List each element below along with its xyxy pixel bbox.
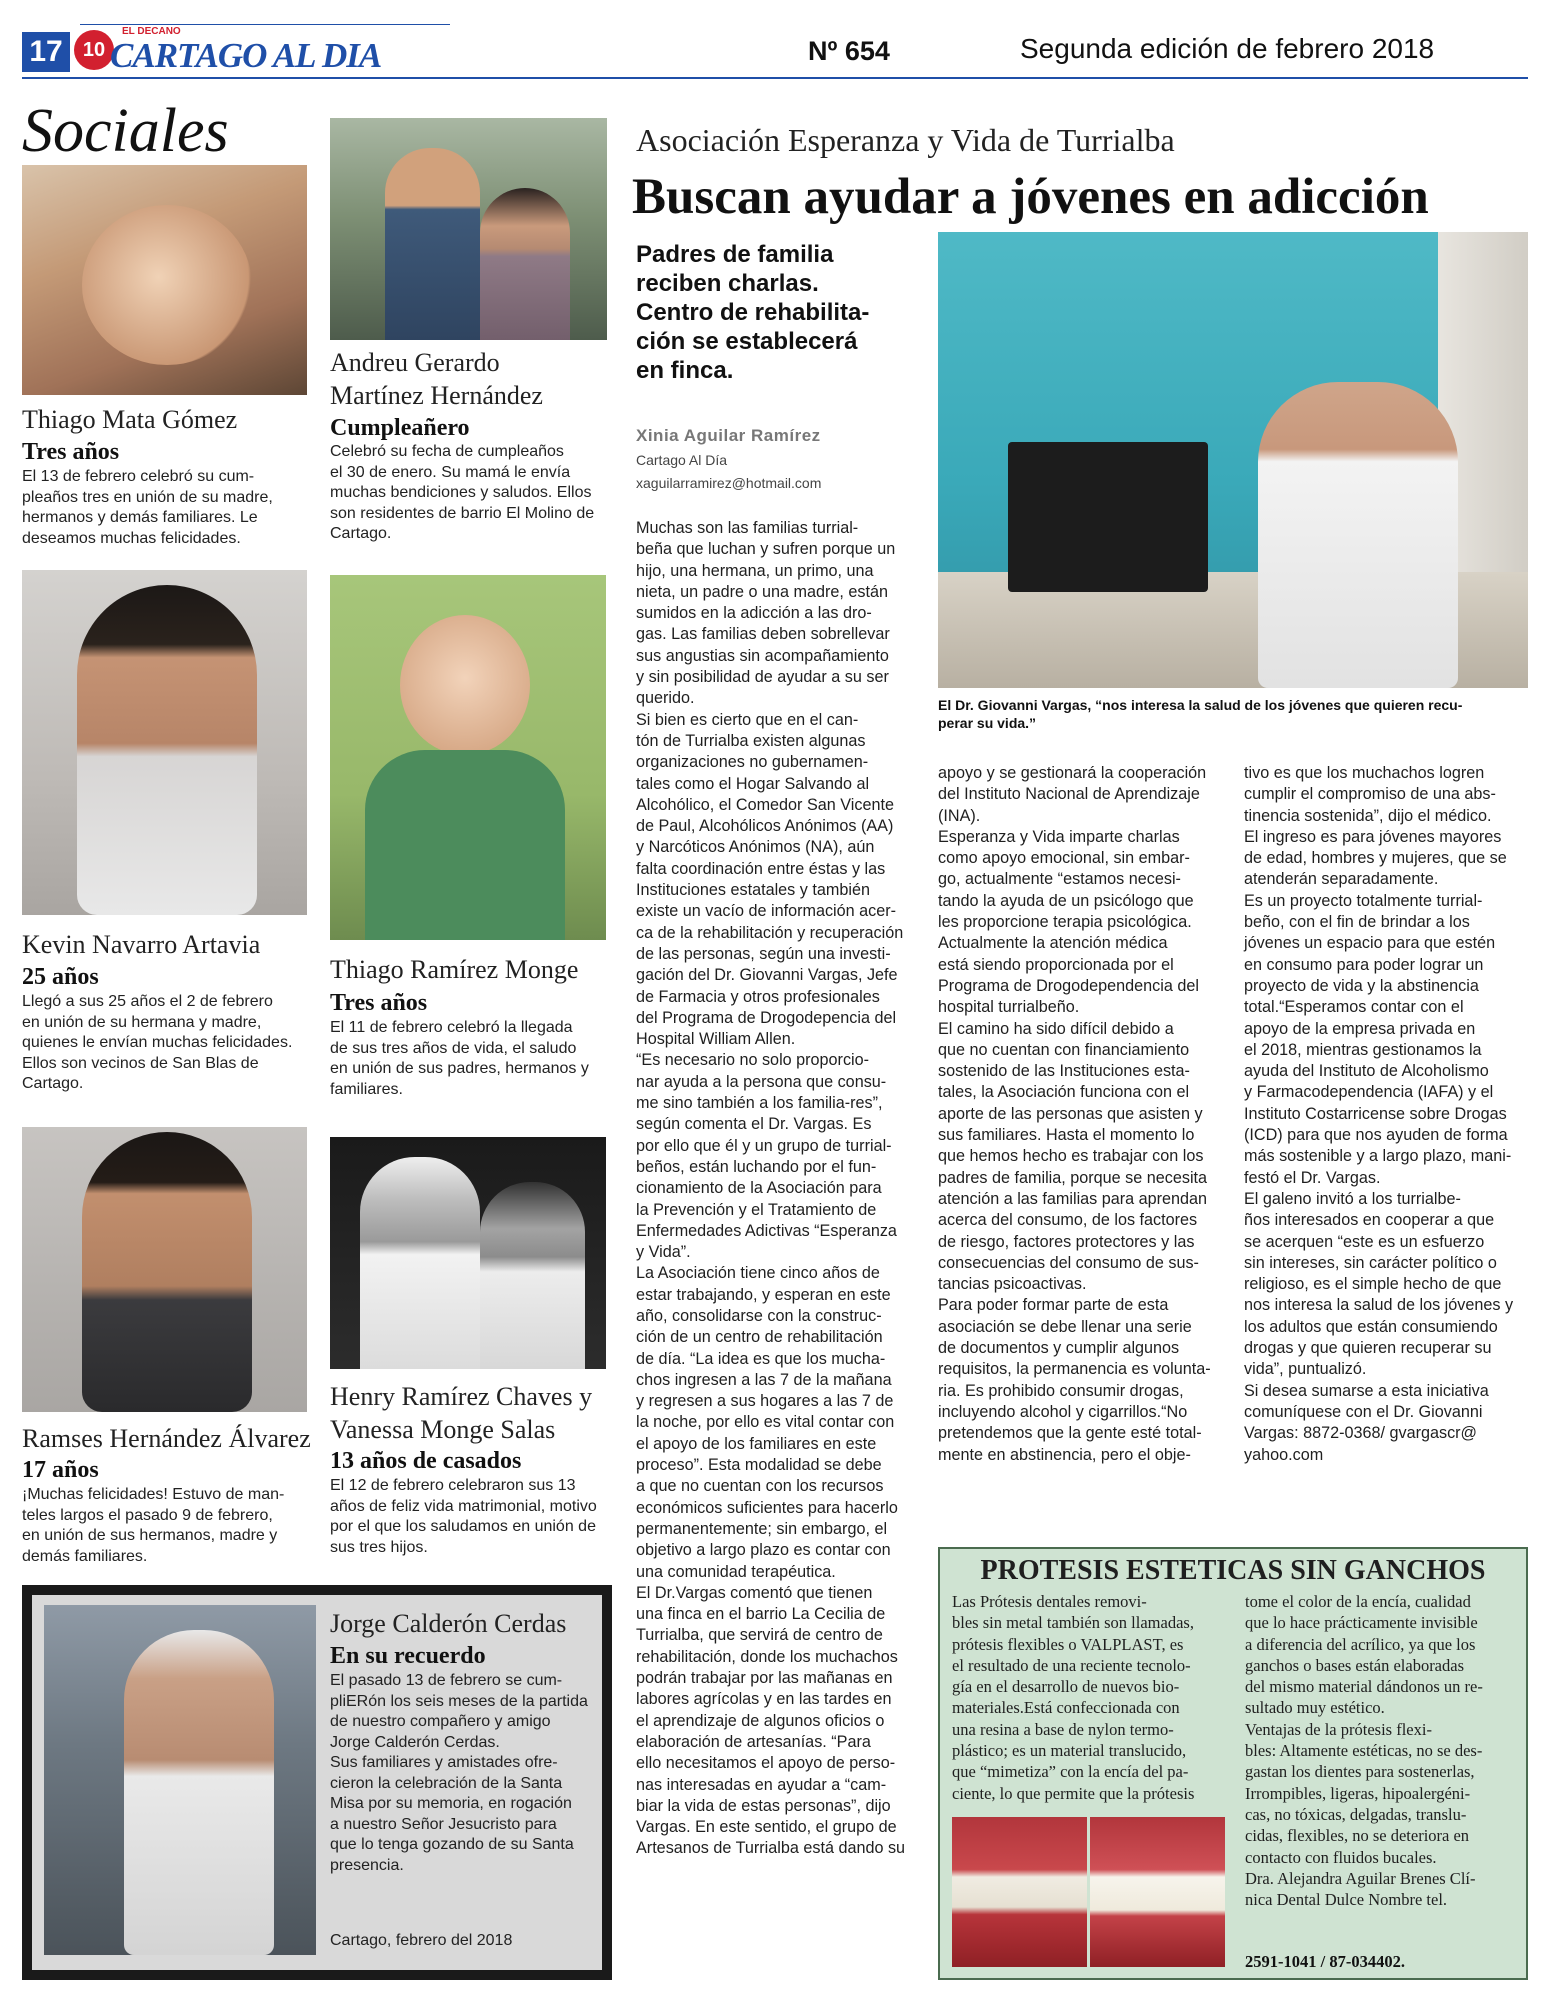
social-subtitle-1: Tres años <box>22 439 120 465</box>
ad-photo-after-image <box>1090 1817 1225 1967</box>
photo-henry-vanessa <box>330 1137 606 1369</box>
social-subtitle-4: Tres años <box>330 990 428 1016</box>
edition-date: Segunda edición de febrero 2018 <box>1020 33 1435 64</box>
photo-ramses-person <box>82 1132 252 1412</box>
logo <box>74 22 382 78</box>
photo-thiago-ramirez <box>330 575 606 940</box>
article-column-2: apoyo y se gestionará la cooperación del Instituto Nacional de Aprendizaje (INA). Esperanza y Vida imparte charlas como apoyo emocional, sin embar- go, actualmente “estamos necesi- tando la ayuda de un psicólogo que les proporcione terapia psicológica. Actualmente la atención médica está siendo proporcionada por el Programa de Drogodependencia del hospital turrialbeño. El camino ha sido difícil debido a que no cuentan con financiamiento sostenido de las Instituciones esta- tales, la Asociación funciona con el aporte de las personas que asisten y sus familiares. Hasta el momento lo que hemos hecho es trabajar con los padres de familia, porque se necesita atención a las familias para aprendan acerca del consumo, de los factores de riesgo, factores protectores y las consecuencias del consumo de sus- tancias psicoactivas. Para poder formar parte de esta asociación se debe llenar una serie de documentos y cumplir algunos requisitos, la permanencia es volunta- ria. Es prohibido consumir drogas, incluyendo alcohol y cigarrillos.“No pretendemos que la gente esté total- mente en abstinencia, pero el obje- <box>938 764 1211 1464</box>
photo-henry-person <box>360 1157 480 1369</box>
photo-vanessa-person <box>480 1182 585 1369</box>
article-photo-monitor <box>1008 442 1208 592</box>
social-text-4: El 11 de febrero celebró la llegada de sus tres años de vida, el saludo en unión de sus padres, hermanos y familiares. <box>330 1019 589 1098</box>
issue-number: Nº 654 <box>808 36 890 66</box>
memorial-name: Jorge Calderón Cerdas <box>330 1609 567 1638</box>
ad-phone: 2591-1041 / 87-034402. <box>1245 1952 1405 1971</box>
ad-title: PROTESIS ESTETICAS SIN GANCHOS <box>980 1555 1486 1586</box>
article-photo-doctor <box>1258 382 1458 688</box>
ad-box <box>938 1547 1528 1980</box>
article-caption: El Dr. Giovanni Vargas, “nos interesa la salud de los jóvenes que quieren recu- perar su vida.” <box>938 697 1463 731</box>
photo-thiago-ramirez-shirt <box>365 750 565 940</box>
social-text-5: ¡Muchas felicidades! Estuvo de man- teles largos el pasado 9 de febrero, en unión de sus hermanos, madre y demás familiares. <box>22 1486 285 1565</box>
memorial-person <box>124 1630 274 1955</box>
social-subtitle-2: Cumpleañero <box>330 415 470 441</box>
ad-column-1: Las Prótesis dentales removi- bles sin metal también son llamadas, prótesis flexibles o VALPLAST, es el resultado de una reciente tecnolo- gía en el desarrollo de nuevos bio- materiales.Está confeccionada con una resina a base de nylon termo- plástico; es un material translucido, que “mimetiza” con la encía del pa- ciente, lo que permite que la prótesis <box>952 1592 1195 1803</box>
memorial-footer: Cartago, febrero del 2018 <box>330 1932 513 1949</box>
social-text-2: Celebró su fecha de cumpleaños el 30 de enero. Su mamá le envía muchas bendiciones y saludos. Ellos son residentes de barrio El Molino de Cartago. <box>330 443 595 542</box>
ad-photo-after <box>1090 1817 1225 1967</box>
logo-title: CARTAGO AL DIA <box>110 36 382 75</box>
photo-andreu-person-1 <box>385 148 480 340</box>
social-subtitle-6: 13 años de casados <box>330 1448 522 1474</box>
article-kicker: Asociación Esperanza y Vida de Turrialba <box>636 122 1175 158</box>
photo-ramses <box>22 1127 307 1412</box>
photo-thiago-mata-face <box>82 205 252 365</box>
social-name-3: Kevin Navarro Artavia <box>22 930 261 959</box>
section-title: Sociales <box>22 97 229 165</box>
article-column-1: Muchas son las familias turrial- beña que luchan y sufren porque un hijo, una hermana, un primo, una nieta, un padre o una madre, están sumidos en la adicción a las dro- gas. Las familias deben sobrellevar sus angustias sin acompañamiento y sin posibilidad de ayudar a su ser querido. Si bien es cierto que en el can- tón de Turrialba existen algunas organizaciones no gubernamen- tales como el Hogar Salvando al Alcohólico, el Comedor San Vicente de Paul, Alcohólicos Anónimos (AA) y Narcóticos Anónimos (NA), aún falta coordinación entre éstas y las Instituciones estatales y también existe un vacío de información acer- ca de la rehabilitación y recuperación de las personas, según una investi- gación del Dr. Giovanni Vargas, Jefe de Farmacia y otros profesionales del Programa de Drogodepencia del Hospital William Allen. “Es necesario no solo proporcio- nar ayuda a la persona que consu- me sino también a los familia-res”, según comenta el Dr. Vargas. Es por ello que él y un grupo de turrial- beños, están luchando por el fun- cionamiento de la Asociación para la Prevención y el Tratamiento de Enfermedades Adictivas “Esperanza y Vida”. La Asociación tiene cinco años de estar trabajando, y esperan en este año, consolidarse con la construc- ción de un centro de rehabilitación de día. “La idea es que los mucha- chos ingresen a las 7 de la mañana y regresen a sus hogares a las 7 de la noche, por ello es vital contar con el apoyo de los familiares en este proceso”. Esta modalidad se debe a que no cuentan con los recursos económicos suficientes para hacerlo permanentemente; sin embargo, el objetivo a largo plazo es contar con una comunidad terapéutica. El Dr.Vargas comentó que tienen una finca en el barrio La Cecilia de Turrialba, que servirá de centro de rehabilitación, donde los muchachos podrán trabajar por las mañanas en labores agrícolas y en las tardes en el aprendizaje de algunos oficios o elaboración de artesanías. “Para ello necesitamos el apoyo de perso- nas interesadas en ayudar a “cam- biar la vida de estas personas”, dijo Vargas. En este sentido, el grupo de Artesanos de Turrialba está dando su <box>636 519 906 1858</box>
social-name-4: Thiago Ramírez Monge <box>330 955 579 984</box>
article-email: xaguilarramirez@hotmail.com <box>636 475 822 491</box>
social-name-5: Ramses Hernández Álvarez <box>22 1424 311 1453</box>
photo-thiago-ramirez-head <box>400 615 530 755</box>
memorial-text: El pasado 13 de febrero se cum- pliERón los seis meses de la partida de nuestro compañero y amigo Jorge Calderón Cerdas. Sus familiares y amistades ofre- cieron la celebración de la Santa Misa por su memoria, en rogación a nuestro Señor Jesucristo para que lo tenga gozando de su Santa presencia. <box>330 1672 588 1874</box>
logo-badge: 10 <box>74 30 114 70</box>
photo-kevin <box>22 570 307 915</box>
memorial-box <box>22 1585 612 1980</box>
photo-thiago-mata <box>22 165 307 395</box>
photo-andreu <box>330 118 607 340</box>
article-column-3: tivo es que los muchachos logren cumplir el compromiso de una abs- tinencia sostenida”, dijo el médico. El ingreso es para jóvenes mayores de edad, hombres y mujeres, que se atenderán separadamente. Es un proyecto totalmente turrial- beño, con el fin de brindar a los jóvenes un espacio para que estén en consumo para poder lograr un proyecto de vida y la abstinencia total.“Esperamos contar con el apoyo de la empresa privada en el 2018, mientras gestionamos la ayuda del Instituto de Alcoholismo y Farmacodependencia (IAFA) y el Instituto Costarricense sobre Drogas (ICD) para que nos ayuden de forma más sostenible y a largo plazo, mani- festó el Dr. Vargas. El galeno invitó a los turrialbe- ños interesados en cooperar a que se acerquen “este es un esfuerzo sin intereses, sin carácter político o religioso, es el simple hecho de que nos interesa la salud de los jóvenes y los adultos que están consumiendo drogas y que quieren recuperar su vida”, puntualizó. Si desea sumarse a esta iniciativa comuníquese con el Dr. Giovanni Vargas: 8872-0368/ gvargascr@ yahoo.com <box>1244 764 1514 1464</box>
social-text-6: El 12 de febrero celebraron sus 13 años de feliz vida matrimonial, motivo por el que los saludamos en unión de sus tres hijos. <box>330 1477 597 1556</box>
memorial-subtitle: En su recuerdo <box>330 1643 486 1669</box>
article-photo <box>938 232 1528 688</box>
memorial-photo <box>44 1605 316 1955</box>
social-name-6: Henry Ramírez Chaves y Vanessa Monge Salas <box>330 1382 593 1444</box>
article-headline: Buscan ayudar a jóvenes en adicción <box>632 169 1429 225</box>
social-name-1: Thiago Mata Gómez <box>22 405 238 434</box>
social-subtitle-5: 17 años <box>22 1457 99 1483</box>
article-author: Xinia Aguilar Ramírez <box>636 426 821 445</box>
social-text-3: Llegó a sus 25 años el 2 de febrero en unión de su hermana y madre, quienes le envían muchas felicidades. Ellos son vecinos de San Blas de Cartago. <box>22 993 293 1092</box>
page-number: 17 <box>22 32 70 72</box>
social-text-1: El 13 de febrero celebró su cum- pleaños tres en unión de su madre, hermanos y demás familiares. Le deseamos muchas felicidades. <box>22 468 273 547</box>
ad-column-2: tome el color de la encía, cualidad que lo hace prácticamente invisible a diferencia del acrílico, ya que los ganchos o bases están elaboradas del mismo material dándonos un re- sultado muy estético. Ventajas de la prótesis flexi- bles: Altamente estéticas, no se des- gastan los dientes para sostenerlas, Irrompibles, ligeras, hipoalergéni- cas, no tóxicas, delgadas, translu- cidas, flexibles, no se deteriora en contacto con fluidos bucales. Dra. Alejandra Aguilar Brenes Clí- nica Dental Dulce Nombre tel. <box>1245 1592 1483 1910</box>
article-outlet: Cartago Al Día <box>636 452 728 468</box>
ad-photo-before <box>952 1817 1087 1967</box>
photo-andreu-person-2 <box>480 188 570 340</box>
ad-photo-before-image <box>952 1817 1087 1967</box>
social-subtitle-3: 25 años <box>22 964 99 990</box>
social-name-2: Andreu Gerardo Martínez Hernández <box>330 348 543 410</box>
photo-kevin-person <box>77 585 257 915</box>
article-deck: Padres de familia reciben charlas. Centro de rehabilita- ción se establecerá en finca. <box>636 241 870 384</box>
logo-top: EL DECANO <box>122 26 181 37</box>
